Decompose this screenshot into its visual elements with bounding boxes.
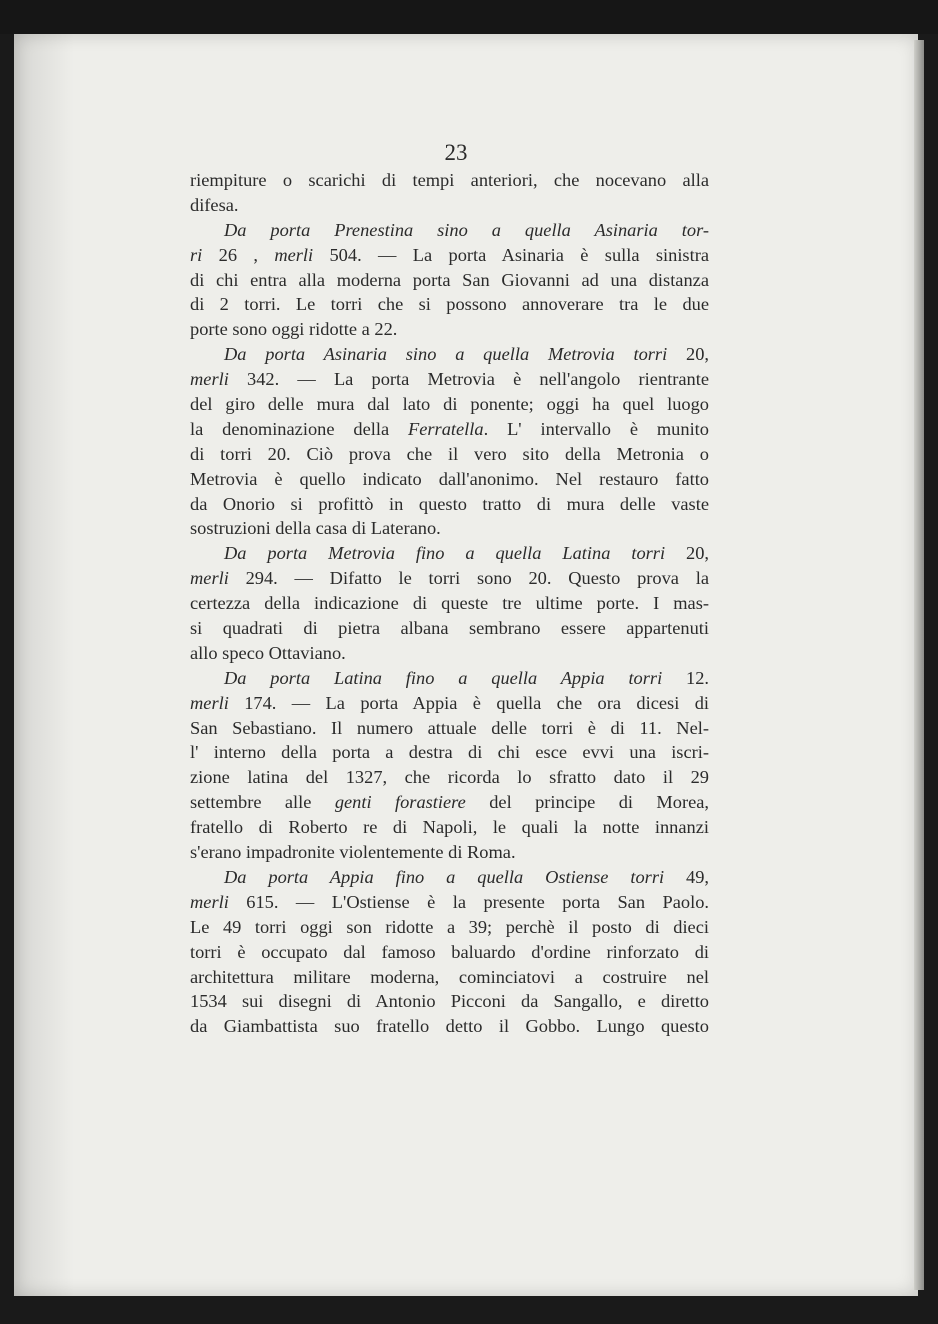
italic-text: merli bbox=[274, 244, 314, 265]
text-run: di torri 20. Ciò prova che il vero sito della Metronia o bbox=[190, 443, 709, 464]
text-run: 1534 sui disegni di Antonio Picconi da Sangallo, e diretto bbox=[190, 991, 709, 1012]
text-line bbox=[190, 243, 709, 268]
italic-text: genti forastiere bbox=[334, 792, 466, 813]
text-run: l' interno della porta a destra di chi esce evvi una iscri- bbox=[190, 742, 709, 763]
text-run: zione latina del 1327, che ricorda lo sfratto dato il 29 bbox=[190, 767, 709, 788]
text-line bbox=[190, 765, 709, 790]
text-line bbox=[190, 940, 709, 965]
text-line bbox=[190, 367, 709, 392]
text-line bbox=[190, 218, 709, 243]
italic-text: Da porta Prenestina sino a quella Asinaria tor- bbox=[224, 219, 709, 240]
text-run: fratello di Roberto re di Napoli, le quali la notte innanzi bbox=[190, 817, 709, 838]
italic-text: merli bbox=[190, 568, 229, 589]
text-run: di chi entra alla moderna porta San Giovanni ad una distanza bbox=[190, 269, 709, 290]
text-run: da Giambattista suo fratello detto il Gobbo. Lungo questo bbox=[190, 1016, 709, 1037]
text-run: Le 49 torri oggi son ridotte a 39; perchè il posto di dieci bbox=[190, 916, 709, 937]
text-run: . L' intervallo è munito bbox=[483, 418, 709, 439]
italic-text: Da porta Latina fino a quella Appia torri bbox=[224, 667, 663, 688]
text-run: 342. — La porta Metrovia è nell'angolo rientrante bbox=[228, 369, 709, 390]
text-run: 504. — La porta Asinaria è sulla sinistra bbox=[313, 244, 709, 265]
text-run: difesa. bbox=[190, 194, 239, 215]
text-run: 20, bbox=[667, 344, 710, 365]
text-line bbox=[190, 1014, 709, 1039]
text-run: settembre alle bbox=[190, 792, 335, 813]
text-line bbox=[190, 492, 709, 517]
text-run: architettura militare moderna, cominciatovi a costruire nel bbox=[190, 966, 709, 987]
italic-text: merli bbox=[190, 692, 229, 713]
text-run: 12. bbox=[662, 667, 709, 688]
text-run: del giro delle mura dal lato di ponente; oggi ha quel luogo bbox=[190, 394, 709, 415]
text-line bbox=[190, 442, 709, 467]
page-right-edge bbox=[914, 40, 924, 1290]
text-line bbox=[190, 292, 709, 317]
text-line bbox=[190, 965, 709, 990]
text-run: da Onorio si profittò in questo tratto di mura delle vaste bbox=[190, 493, 709, 514]
text-run: riempiture o scarichi di tempi anteriori, che nocevano alla bbox=[190, 170, 709, 190]
text-run: del principe di Morea, bbox=[465, 792, 710, 813]
text-line bbox=[190, 193, 709, 218]
page-number: 23 bbox=[444, 140, 468, 165]
text-line bbox=[190, 392, 709, 417]
text-run: allo speco Ottaviano. bbox=[190, 642, 346, 663]
text-line bbox=[190, 915, 709, 940]
text-run: 26 , bbox=[202, 244, 275, 265]
text-run: di 2 torri. Le torri che si possono annoverare tra le due bbox=[190, 294, 709, 315]
italic-text: merli bbox=[190, 369, 229, 390]
text-run: si quadrati di pietra albana sembrano essere appartenuti bbox=[190, 618, 709, 639]
italic-text: Da porta Asinaria sino a quella Metrovia torri bbox=[224, 344, 668, 365]
text-run: la denominazione della bbox=[190, 418, 408, 439]
text-line bbox=[190, 716, 709, 741]
text-run: s'erano impadronite violentemente di Roma. bbox=[190, 842, 516, 863]
text-line bbox=[190, 616, 709, 641]
body-text bbox=[190, 168, 709, 1039]
text-line bbox=[190, 740, 709, 765]
text-line bbox=[190, 317, 709, 342]
text-line bbox=[190, 516, 709, 541]
text-run: sostruzioni della casa di Laterano. bbox=[190, 518, 441, 539]
text-line bbox=[190, 666, 709, 691]
text-run: torri è occupato dal famoso baluardo d'ordine rinforzato di bbox=[190, 941, 709, 962]
text-line bbox=[190, 541, 709, 566]
text-run: San Sebastiano. Il numero attuale delle torri è di 11. Nel- bbox=[190, 717, 709, 738]
text-line bbox=[190, 890, 709, 915]
text-run: 174. — La porta Appia è quella che ora dicesi di bbox=[228, 692, 709, 713]
italic-text: ri bbox=[190, 244, 203, 265]
text-line bbox=[190, 691, 709, 716]
italic-text: Da porta Appia fino a quella Ostiense torri bbox=[224, 866, 665, 887]
text-run: 49, bbox=[664, 866, 709, 887]
scan-top-border bbox=[0, 0, 938, 34]
italic-text: Ferratella bbox=[408, 418, 484, 439]
text-run: porte sono oggi ridotte a 22. bbox=[190, 319, 398, 340]
text-line bbox=[190, 989, 709, 1014]
text-run: certezza della indicazione di queste tre ultime porte. I mas- bbox=[190, 593, 709, 614]
text-run: 20, bbox=[665, 543, 709, 564]
text-line bbox=[190, 268, 709, 293]
text-line bbox=[190, 591, 709, 616]
italic-text: Da porta Metrovia fino a quella Latina torri bbox=[224, 543, 666, 564]
italic-text: merli bbox=[190, 891, 229, 912]
text-line bbox=[190, 417, 709, 442]
text-run: Metrovia è quello indicato dall'anonimo. Nel restauro fatto bbox=[190, 468, 709, 489]
text-line bbox=[190, 168, 709, 193]
text-line bbox=[190, 840, 709, 865]
page-gutter-shadow bbox=[14, 34, 74, 1296]
text-run: 294. — Difatto le torri sono 20. Questo prova la bbox=[228, 568, 709, 589]
text-line bbox=[190, 790, 709, 815]
text-line bbox=[190, 641, 709, 666]
text-line bbox=[190, 815, 709, 840]
text-line bbox=[190, 467, 709, 492]
text-line bbox=[190, 342, 709, 367]
text-run: 615. — L'Ostiense è la presente porta San Paolo. bbox=[228, 891, 709, 912]
text-line bbox=[190, 566, 709, 591]
text-line bbox=[190, 865, 709, 890]
